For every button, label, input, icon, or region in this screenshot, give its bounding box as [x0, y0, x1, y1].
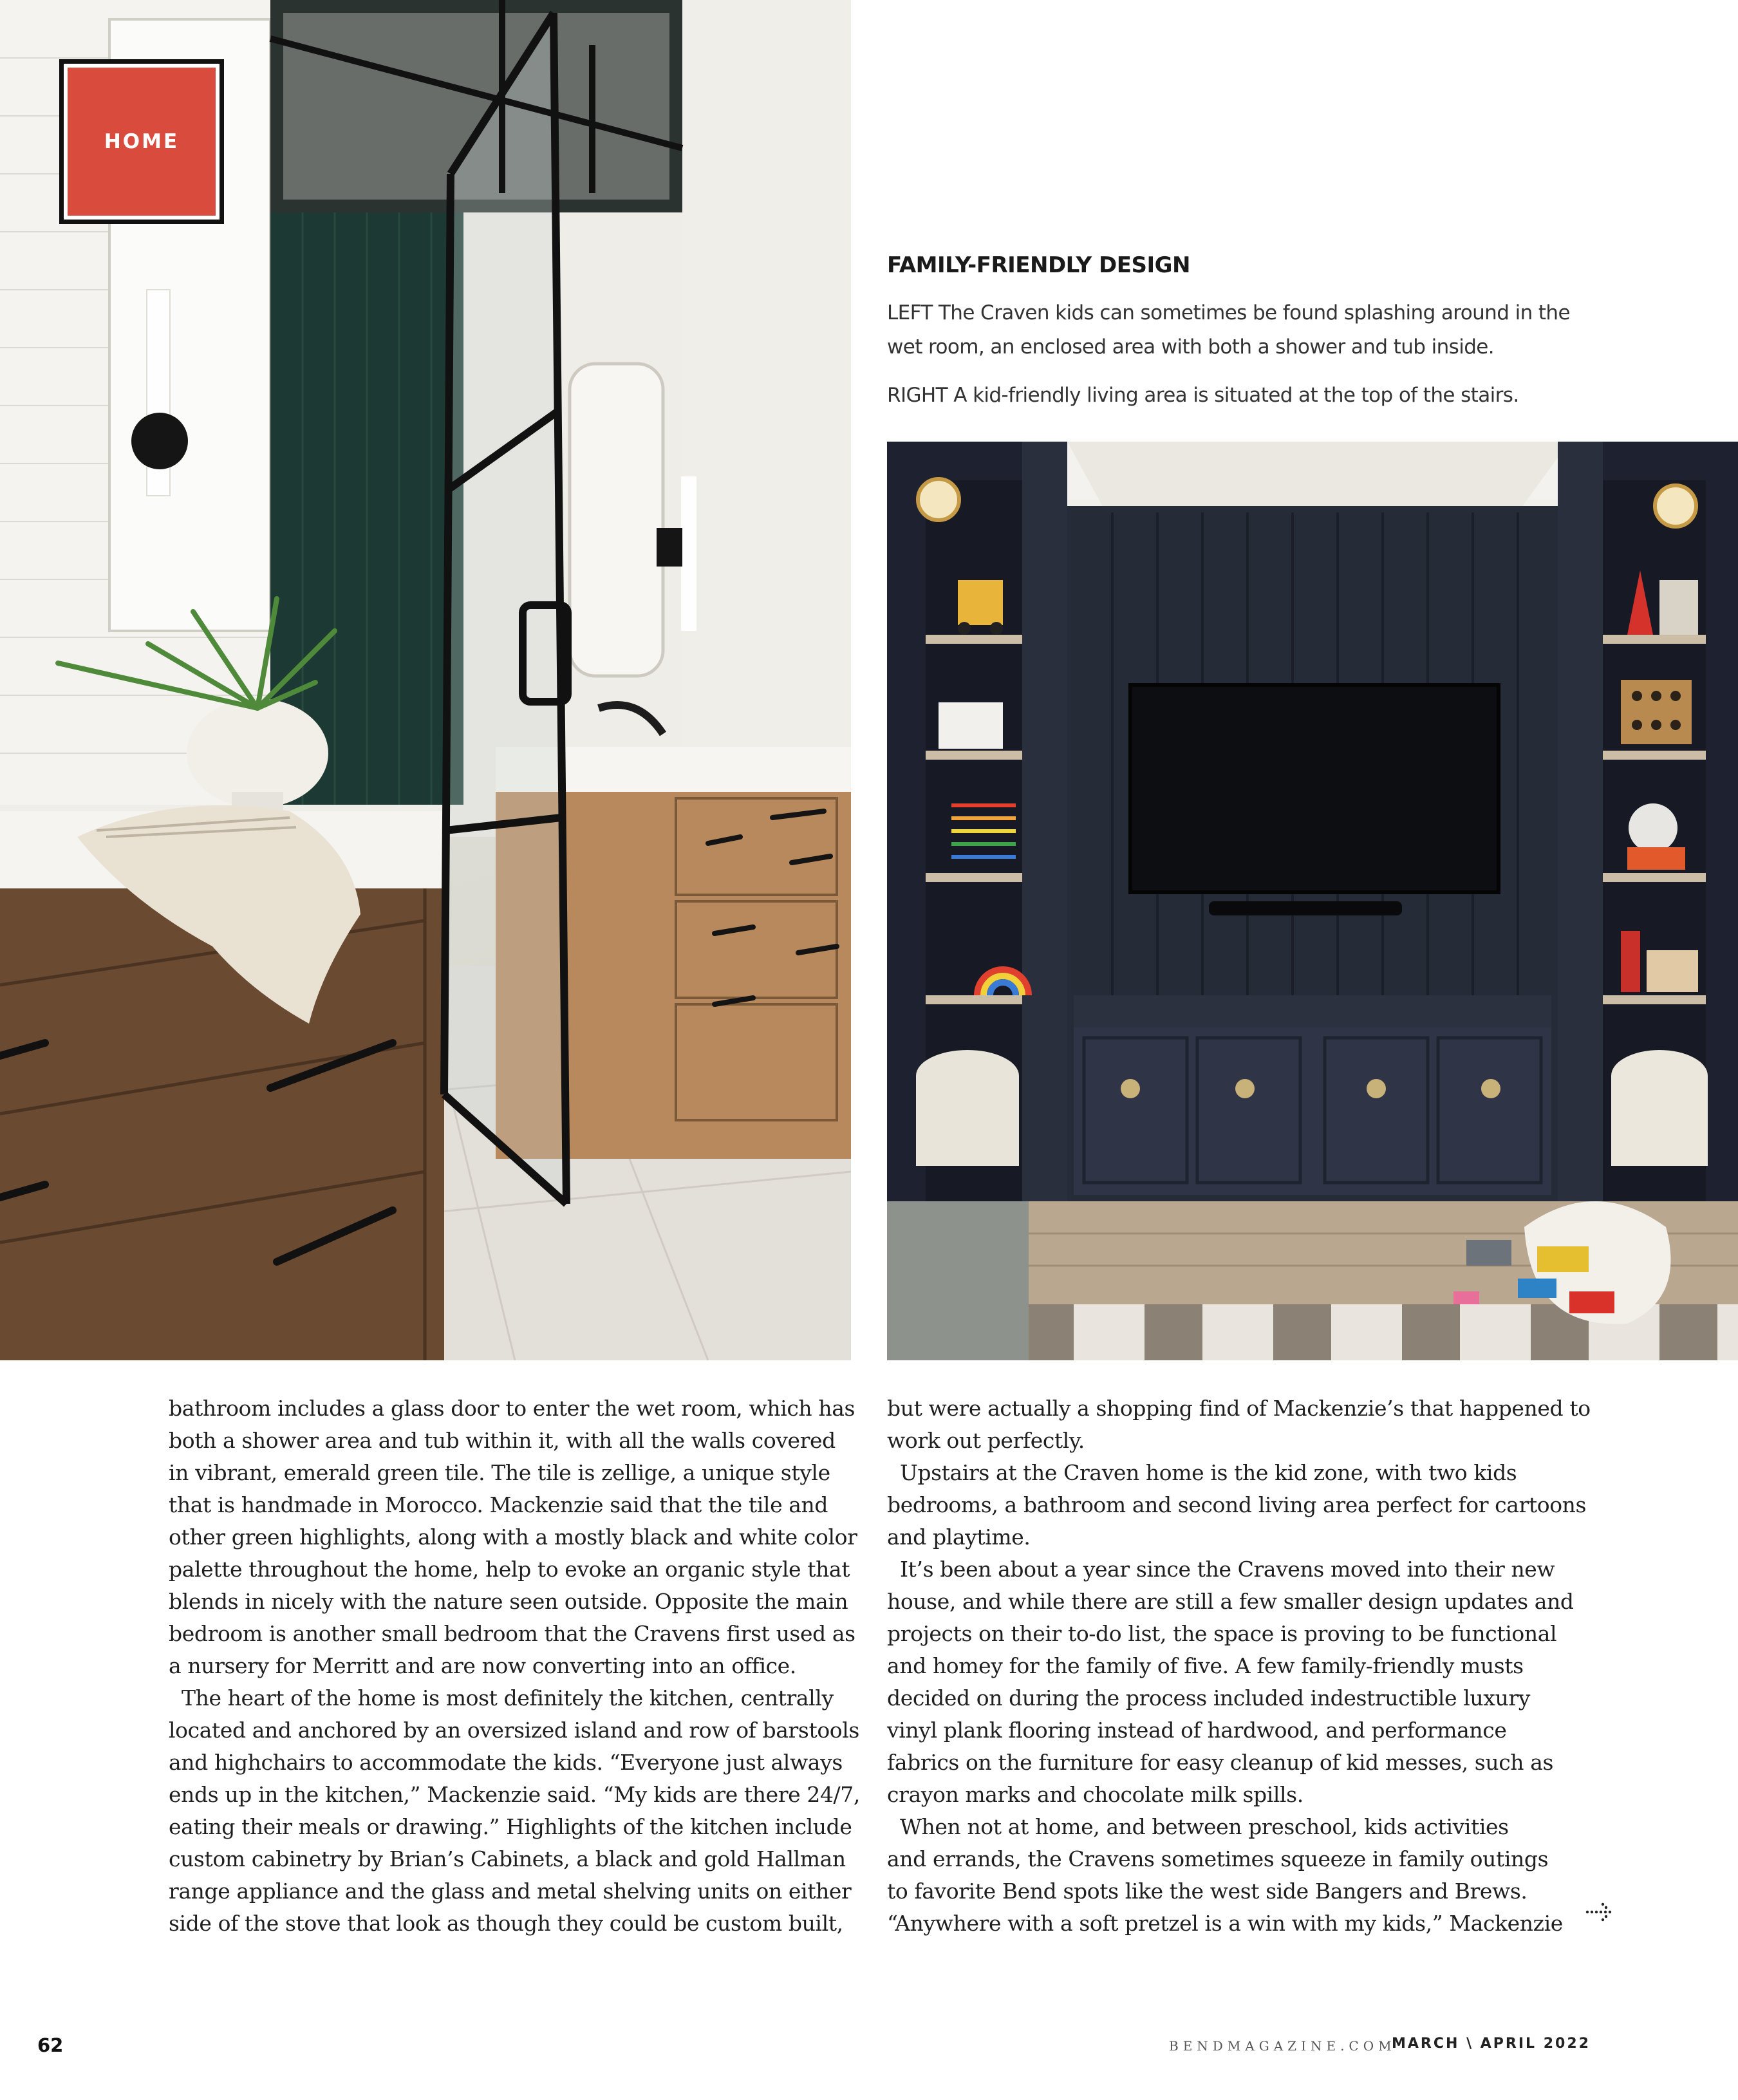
body-column-right [887, 1392, 1591, 1940]
body-line: vinyl plank flooring instead of hardwood, and performance [887, 1718, 1507, 1743]
caption-heading: FAMILY-FRIENDLY DESIGN [887, 252, 1190, 278]
body-line: house, and while there are still a few smaller design updates and [887, 1589, 1574, 1614]
body-line: eating their meals or drawing.” Highlights of the kitchen include [169, 1814, 852, 1839]
body-line: both a shower area and tub within it, with all the walls covered [169, 1428, 836, 1453]
body-line: located and anchored by an oversized island and row of barstools [169, 1718, 859, 1743]
body-line: side of the stove that look as though they could be custom built, [169, 1911, 843, 1936]
body-line: ends up in the kitchen,” Mackenzie said. “My kids are there 24/7, [169, 1782, 860, 1807]
body-line: work out perfectly. [887, 1428, 1085, 1453]
body-line: fabrics on the furniture for easy cleanup of kid messes, such as [887, 1750, 1554, 1775]
body-line: other green highlights, along with a mostly black and white color [169, 1524, 857, 1550]
body-line: but were actually a shopping find of Mackenzie’s that happened to [887, 1396, 1591, 1421]
body-line: Upstairs at the Craven home is the kid zone, with two kids [900, 1460, 1517, 1485]
body-line: projects on their to-do list, the space is proving to be functional [887, 1621, 1557, 1646]
body-line: When not at home, and between preschool, kids activities [900, 1814, 1509, 1839]
body-line: custom cabinetry by Brian’s Cabinets, a black and gold Hallman [169, 1846, 846, 1871]
living-area-photo [887, 442, 1738, 1360]
body-line: to favorite Bend spots like the west side Bangers and Brews. [887, 1879, 1528, 1904]
page-number: 62 [37, 2034, 64, 2056]
living-area-illustration [887, 442, 1738, 1360]
body-line: crayon marks and chocolate milk spills. [887, 1782, 1304, 1807]
body-line: range appliance and the glass and metal shelving units on either [169, 1879, 852, 1904]
footer-issue-date: MARCH \ APRIL 2022 [1392, 2036, 1591, 2052]
body-line: and highchairs to accommodate the kids. “Everyone just always [169, 1750, 843, 1775]
body-line: bathroom includes a glass door to enter the wet room, which has [169, 1396, 855, 1421]
body-line: and errands, the Cravens sometimes squeeze in family outings [887, 1846, 1549, 1871]
body-line: bedroom is another small bedroom that the Cravens first used as [169, 1621, 855, 1646]
caption-line-left-1: LEFT The Craven kids can sometimes be found splashing around in the [887, 301, 1570, 324]
section-badge-inner [64, 64, 220, 220]
body-line: in vibrant, emerald green tile. The tile is zellige, a unique style [169, 1460, 830, 1485]
body-line: palette throughout the home, help to evoke an organic style that [169, 1557, 850, 1582]
body-line: “Anywhere with a soft pretzel is a win with my kids,” Mackenzie [887, 1911, 1563, 1936]
section-badge [59, 59, 224, 224]
dotted-arrow-icon [1585, 1900, 1613, 1924]
body-line: The heart of the home is most definitely the kitchen, centrally [182, 1685, 834, 1711]
footer-website: BENDMAGAZINE.COM [1169, 2038, 1396, 2054]
body-line: and homey for the family of five. A few family-friendly musts [887, 1653, 1524, 1678]
body-line: decided on during the process included indestructible luxury [887, 1685, 1530, 1711]
body-line: a nursery for Merritt and are now converting into an office. [169, 1653, 796, 1678]
section-label: HOME [104, 130, 180, 153]
body-line: and playtime. [887, 1524, 1031, 1550]
body-line: bedrooms, a bathroom and second living area perfect for cartoons [887, 1492, 1587, 1517]
body-column-left [169, 1392, 860, 1940]
caption-line-right: RIGHT A kid-friendly living area is situated at the top of the stairs. [887, 384, 1519, 407]
body-line: blends in nicely with the nature seen outside. Opposite the main [169, 1589, 848, 1614]
body-line: It’s been about a year since the Cravens moved into their new [900, 1557, 1555, 1582]
caption-line-left-2: wet room, an enclosed area with both a shower and tub inside. [887, 335, 1495, 359]
body-line: that is handmade in Morocco. Mackenzie said that the tile and [169, 1492, 828, 1517]
